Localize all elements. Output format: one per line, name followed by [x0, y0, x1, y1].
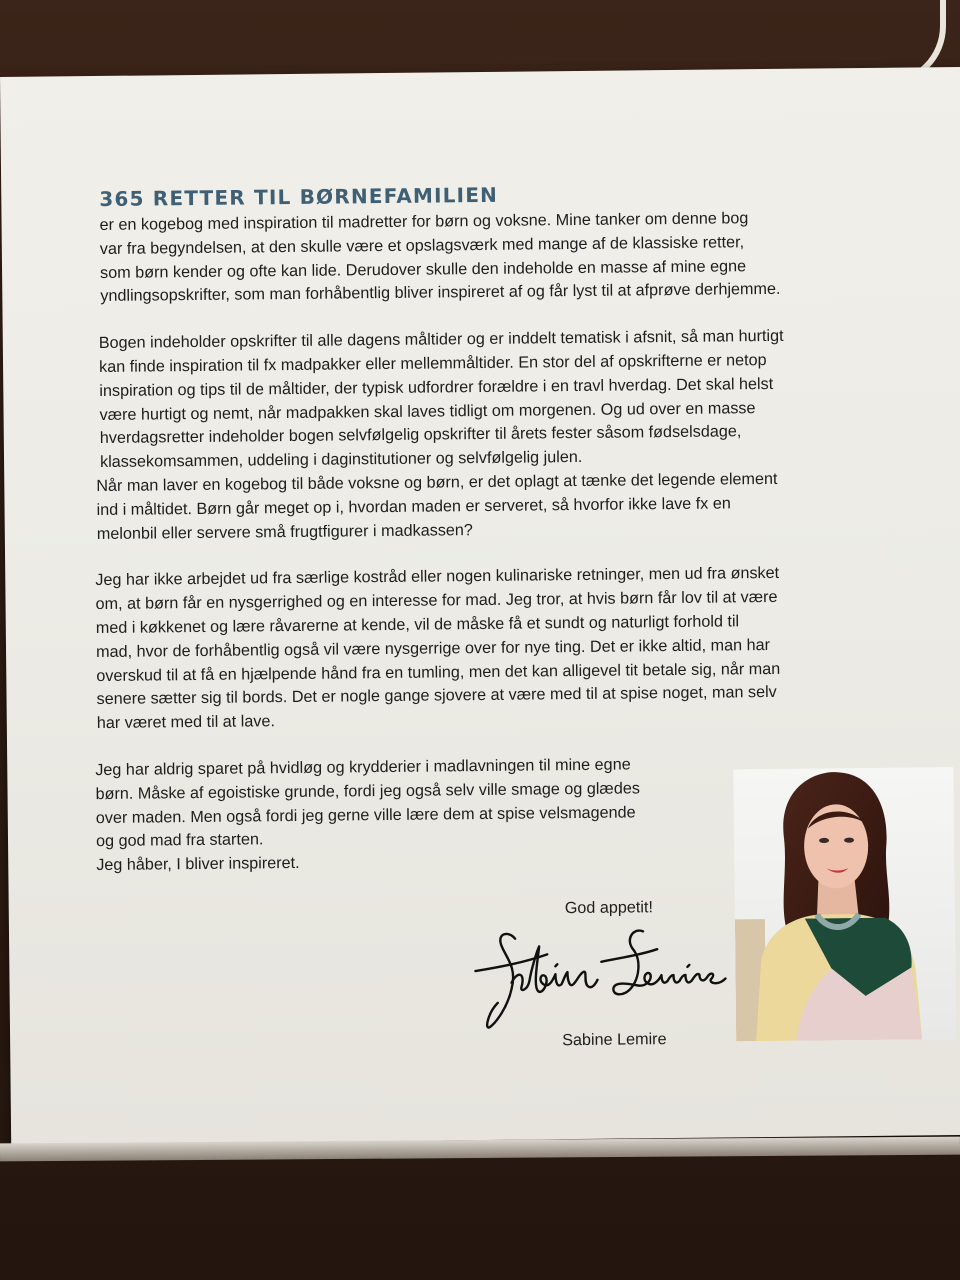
paragraph-approach: Jeg har ikke arbejdet ud fra særlige kostråd eller nogen kulinariske retninger, men ud fra ønsket om, at børn får en nysgerrighed og en interesse for mad. Jeg tror, at hvis børn får lov til at være med i køkkenet og lære råvarerne at kende, vil de måske få et sundt og naturligt forhold til mad, hvor de forhåbentlig også vil være nysgerrige over for nye ting. Det er ikke altid, man har overskud til at få en hjælpende hånd fra en tumling, men det kan alligevel tit betale sig, når man senere sætter sig til bords. Det er nogle gange sjovere at være med til at spise noget, man selv har været med til at lave.	[95, 564, 781, 733]
closing-text: God appetit!	[564, 898, 654, 918]
author-photo	[733, 767, 956, 1041]
author-portrait-image	[733, 767, 956, 1041]
signer-name: Sabine Lemire	[562, 1030, 667, 1050]
paragraph-contents: Bogen indeholder opskrifter til alle dagens måltider og er inddelt tematisk i afsnit, så man hurtigt kan finde inspiration til fx madpakker eller mellemmåltider. En stor del af opskrifterne er netop inspiration og tips til de måltider, der typisk udfordrer forældre i en travl hverdag. Det skal helst være hurtigt og nemt, når madpakken skal laves tidligt om morgenen. Og ud over en masse hverdagsretter indeholder bogen selvfølgelig opskrifter til årets fester såsom fødselsdage, klassekomsammen, uddeling i daginstitutioner og selvfølgelig julen.	[98, 327, 784, 472]
paragraph-spices: Jeg har aldrig sparet på hvidløg og krydderier i madlavningen til mine egne børn. Måske af egoistiske grunde, fordi jeg også selv ville smage og glædes over maden. Men også fordi jeg gerne ville lære dem at spise velsmagende og god mad fra starten. Jeg håber, I bliver inspireret.	[95, 755, 640, 875]
page-content	[93, 178, 840, 878]
signature	[471, 924, 732, 1037]
page-title: 365 RETTER TIL BØRNEFAMILIEN	[99, 182, 499, 211]
paragraph-playful: Når man laver en kogebog til både voksne og børn, er det oplagt at tænke det legende element ind i måltidet. Børn går meget op i, hvordan maden er serveret, så hvorfor ikke lave fx en melonbil eller servere små frugtfigurer i madkassen?	[96, 469, 778, 543]
paragraph-intro: er en kogebog med inspiration til madretter for børn og voksne. Mine tanker om denne bog var fra begyndelsen, at den skulle være et opslagsværk med mange af de klassiske retter, som børn kender og ofte kan lide. Derudover skulle den indeholde en masse af mine egne yndlingsopskrifter, som man forhåbentlig bliver inspireret af og får lyst til at afprøve derhjemme.	[99, 209, 781, 306]
book-page	[0, 67, 960, 1145]
